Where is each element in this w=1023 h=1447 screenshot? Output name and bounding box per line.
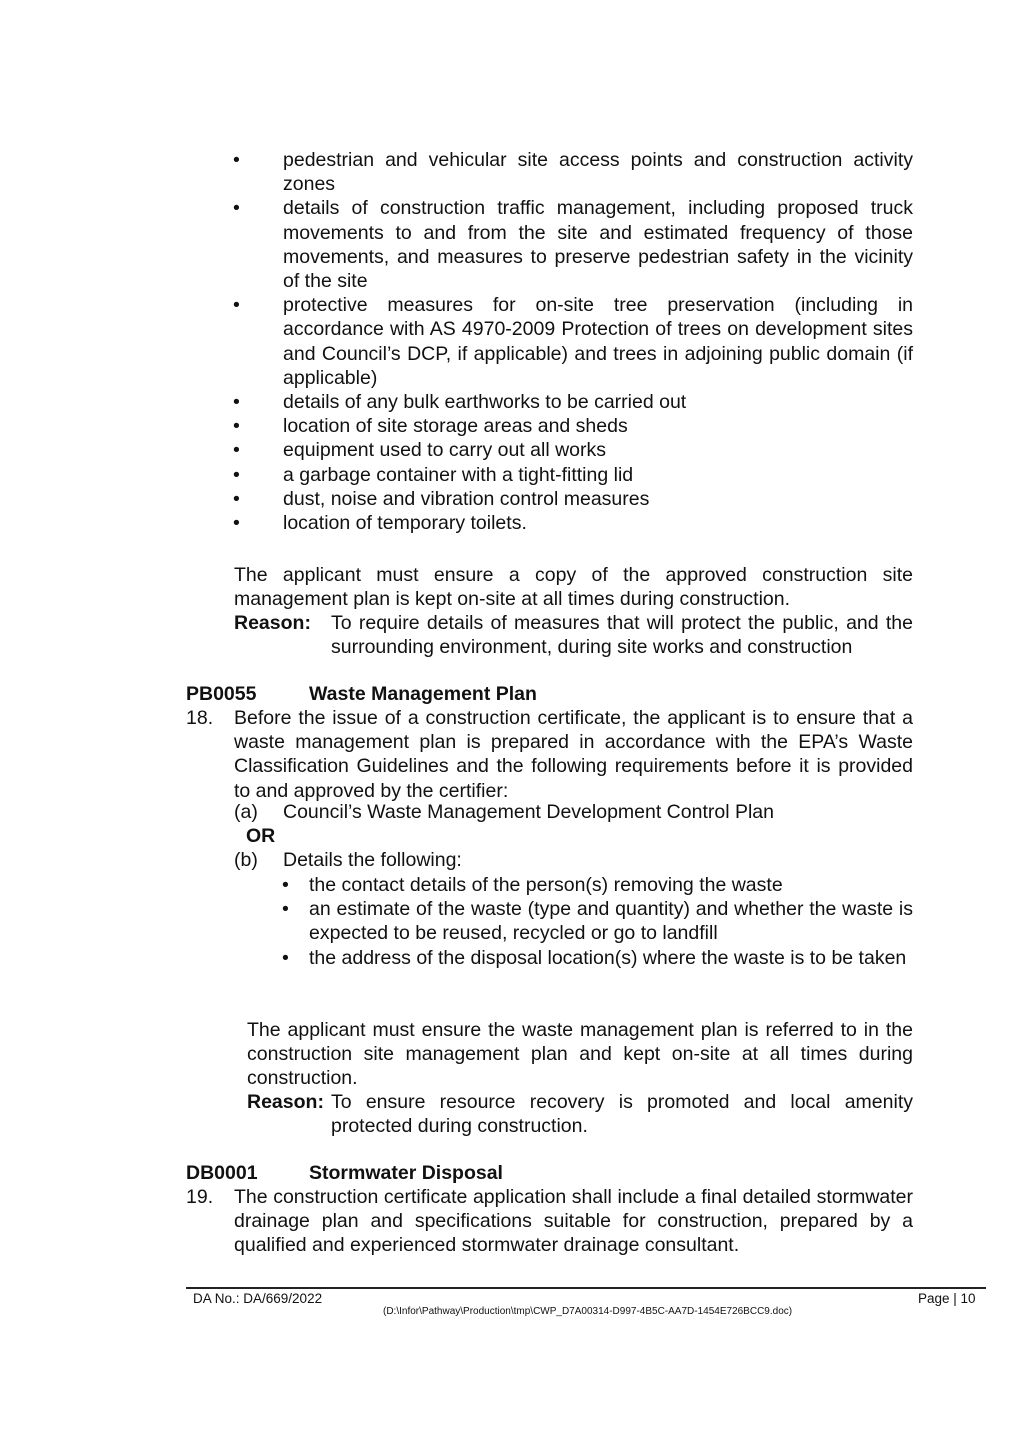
bullet-icon: • <box>233 487 240 510</box>
list-item: • the address of the disposal location(s) where the waste is to be taken <box>282 946 907 969</box>
bullet-icon: • <box>233 463 240 486</box>
bullet-icon: • <box>282 898 289 921</box>
stormwater-paragraph: The construction certificate application shall include a final detailed stormwater drainage plan and specifications suitable for construction, prepared by a qualified and experienced stormwater drainage consultant. <box>234 1186 913 1257</box>
reason-text: To ensure resource recovery is promoted and local amenity protected during construction. <box>331 1091 913 1138</box>
option-a-label: (a) <box>234 801 258 823</box>
list-item: • an estimate of the waste (type and quantity) and whether the waste is expected to be reused, recycled or go to landfill <box>282 898 913 945</box>
bullet-icon: • <box>282 874 289 896</box>
waste-plan-paragraph: The applicant must ensure the waste management plan is referred to in the construction site management plan and kept on-site at all times during construction. <box>247 1019 913 1090</box>
bullet-icon: • <box>282 946 289 969</box>
list-item: • equipment used to carry out all works <box>233 439 606 462</box>
bullet-icon: • <box>233 197 240 220</box>
list-item: • dust, noise and vibration control measures <box>233 487 650 510</box>
waste-plan-intro: Before the issue of a construction certificate, the applicant is to ensure that a waste management plan is prepared in accordance with the EPA’s Waste Classification Guidelines and the following requirements before it is provided to and approved by the certifier: <box>234 707 913 802</box>
or-label: OR <box>246 825 276 847</box>
list-item: • the contact details of the person(s) removing the waste <box>282 874 783 896</box>
footer-divider <box>186 1287 986 1289</box>
option-a-text: Council’s Waste Management Development Control Plan <box>283 801 774 823</box>
section-title: Waste Management Plan <box>309 683 537 705</box>
reason-label: Reason: <box>247 1091 324 1113</box>
list-item: • details of construction traffic management, including proposed truck movements to and from the site and estimated frequency of those movements, and measures to preserve pedestrian safety in the vicinity of the site <box>233 197 913 293</box>
da-number: DA No.: DA/669/2022 <box>193 1291 323 1306</box>
reason-label: Reason: <box>234 612 311 634</box>
bullet-icon: • <box>233 415 240 438</box>
bullet-icon: • <box>233 294 240 317</box>
list-item: • location of site storage areas and sheds <box>233 415 628 438</box>
file-path: (D:\Infor\Pathway\Production\tmp\CWP_D7A00314-D997-4B5C-AA7D-1454E726BCC9.doc) <box>383 1306 793 1317</box>
site-plan-paragraph: The applicant must ensure a copy of the approved construction site management plan is kept on-site at all times during construction. <box>234 564 913 611</box>
list-item: • details of any bulk earthworks to be carried out <box>233 391 687 414</box>
condition-number: 19. <box>186 1186 214 1208</box>
option-b-label: (b) <box>234 849 258 871</box>
bullet-icon: • <box>233 391 240 414</box>
option-b-text: Details the following: <box>283 849 462 871</box>
condition-code: PB0055 <box>186 683 257 705</box>
bullet-icon: • <box>233 512 240 535</box>
construction-plan-bullet-list <box>233 148 913 535</box>
reason-text: To require details of measures that will protect the public, and the surrounding environment, during site works and construction <box>331 612 913 659</box>
list-item: • protective measures for on-site tree preservation (including in accordance with AS 4970-2009 Protection of trees on development sites and Council’s DCP, if applicable) and trees in adjoining public domain (if applicable) <box>233 294 913 389</box>
list-item: • pedestrian and vehicular site access points and construction activity zones <box>233 149 913 196</box>
bullet-icon: • <box>233 439 240 462</box>
condition-code: DB0001 <box>186 1162 258 1184</box>
page-number: Page | 10 <box>918 1291 976 1306</box>
list-item: • a garbage container with a tight-fitting lid <box>233 463 634 486</box>
section-title: Stormwater Disposal <box>309 1162 503 1184</box>
bullet-icon: • <box>233 149 240 171</box>
condition-number: 18. <box>186 707 214 729</box>
waste-details-bullet-list <box>282 873 913 970</box>
list-item: • location of temporary toilets. <box>233 512 527 535</box>
